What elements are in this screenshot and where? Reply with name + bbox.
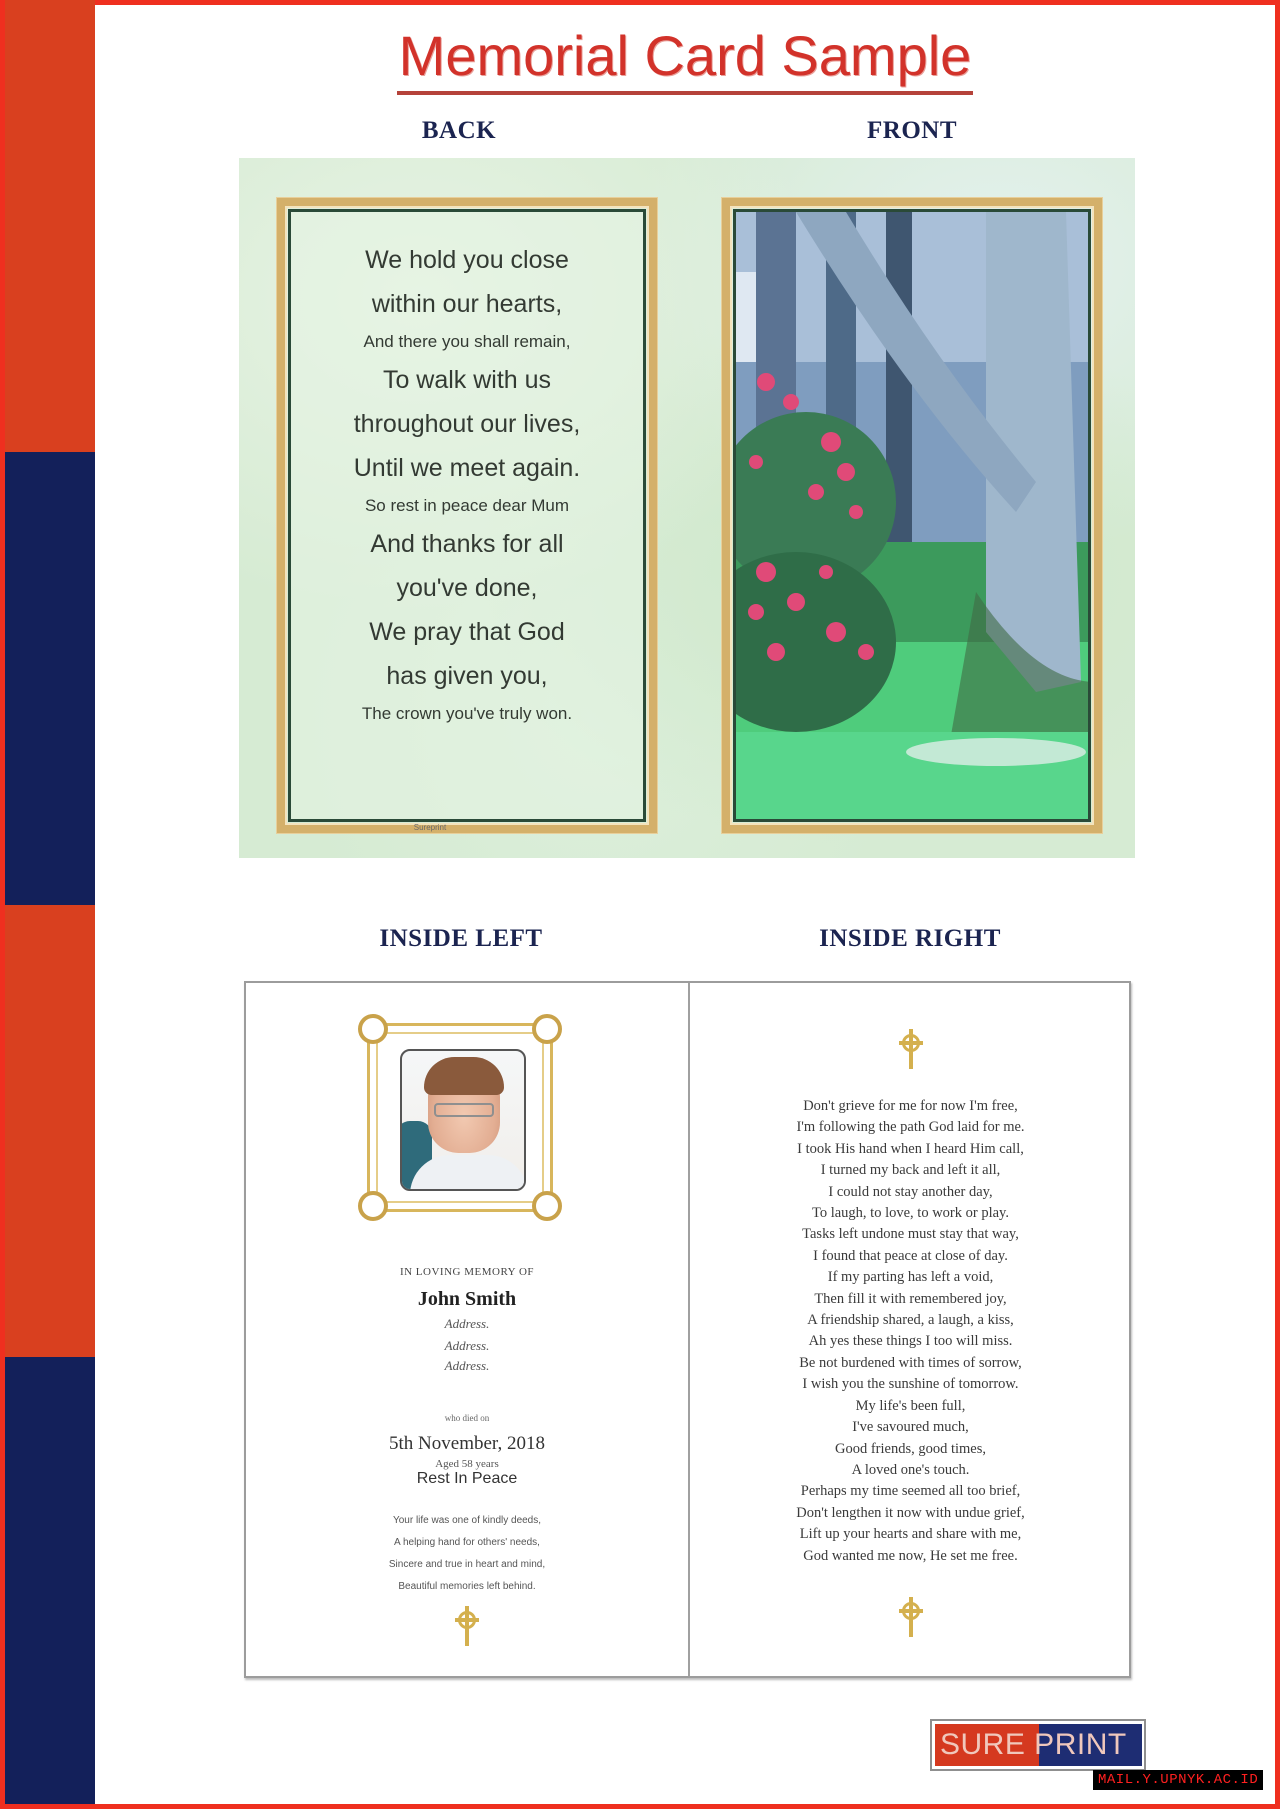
poem-line: A friendship shared, a laugh, a kiss, — [807, 1312, 1014, 1329]
watermark: MAIL.Y.UPNYK.AC.ID — [1093, 1770, 1263, 1790]
rest-in-peace-text: Rest In Peace — [416, 1470, 518, 1487]
poem-line: If my parting has left a void, — [827, 1269, 994, 1286]
portrait-photo — [400, 1049, 526, 1191]
poem-line: We pray that God — [369, 618, 565, 646]
inside-right-poem — [690, 1096, 1131, 1567]
back-poem — [291, 238, 643, 730]
verse-line: A helping hand for others' needs, — [394, 1537, 540, 1548]
verse-line: Sincere and true in heart and mind, — [388, 1559, 546, 1570]
sidebar-stripe-navy — [5, 452, 95, 905]
poem-line: Perhaps my time seemed all too brief, — [800, 1483, 1021, 1500]
poem-line: And thanks for all — [370, 530, 564, 558]
poem-line: Ah yes these things I too will miss. — [808, 1333, 1013, 1350]
poem-line: Lift up your hearts and share with me, — [799, 1526, 1022, 1543]
sidebar-stripe-red — [5, 0, 95, 452]
poem-line: And there you shall remain, — [363, 332, 571, 351]
decorative-sidebar — [5, 0, 95, 1804]
front-label: FRONT — [867, 117, 957, 144]
sure-print-logo[interactable] — [930, 1719, 1146, 1771]
poem-line: within our hearts, — [371, 290, 563, 318]
poem-line: Tasks left undone must stay that way, — [802, 1226, 1019, 1243]
back-card — [288, 209, 646, 822]
inside-right-panel — [690, 983, 1131, 1676]
logo-text: SURE PRINT — [940, 1728, 1127, 1761]
inside-right-label: INSIDE RIGHT — [819, 925, 1001, 952]
verse-line: Your life was one of kindly deeds, — [392, 1515, 542, 1526]
address-line: Address. — [444, 1316, 490, 1331]
poem-line: you've done, — [396, 574, 538, 602]
front-card — [733, 209, 1091, 822]
poem-line: I'm following the path God laid for me. — [796, 1119, 1025, 1136]
ornate-photo-frame — [367, 1023, 553, 1212]
frame-ornament — [532, 1014, 562, 1044]
back-footer-mark: Sureprint — [413, 823, 447, 832]
poem-line: A loved one's touch. — [851, 1461, 970, 1478]
poem-line: The crown you've truly won. — [361, 704, 573, 723]
celtic-cross-icon — [452, 1606, 482, 1646]
frame-ornament — [358, 1014, 388, 1044]
poem-line: So rest in peace dear Mum — [364, 496, 570, 515]
page-title-text: Memorial Card Sample — [397, 25, 974, 95]
poem-line: Be not burdened with times of sorrow, — [799, 1354, 1022, 1371]
poem-line: I wish you the sunshine of tomorrow. — [802, 1376, 1019, 1393]
document-page — [95, 5, 1275, 1804]
frame-ornament — [532, 1191, 562, 1221]
card-inside-spread — [244, 981, 1131, 1678]
poem-line: Don't grieve for me for now I'm free, — [803, 1098, 1018, 1114]
verse-line: Beautiful memories left behind. — [398, 1581, 536, 1592]
garden-illustration — [736, 212, 1091, 821]
date-of-death: 5th November, 2018 — [389, 1433, 545, 1454]
deceased-name: John Smith — [417, 1288, 517, 1310]
poem-line: I turned my back and left it all, — [820, 1162, 1001, 1179]
sidebar-stripe-navy — [5, 1357, 95, 1804]
poem-line: To walk with us — [382, 366, 552, 394]
poem-line: Don't lengthen it now with undue grief, — [796, 1504, 1025, 1521]
age-text: Aged 58 years — [435, 1458, 499, 1470]
celtic-cross-icon — [896, 1029, 926, 1069]
poem-line: I've savoured much, — [852, 1419, 969, 1436]
inside-left-panel — [246, 983, 688, 1676]
poem-line: My life's been full, — [855, 1397, 966, 1414]
inside-left-label: INSIDE LEFT — [379, 925, 543, 952]
address-line: Address. — [444, 1358, 490, 1373]
poem-line: To laugh, to love, to work or play. — [812, 1205, 1009, 1222]
sidebar-stripe-red — [5, 905, 95, 1357]
celtic-cross-icon — [896, 1597, 926, 1637]
inside-left-verse — [246, 1510, 688, 1598]
poem-line: Good friends, good times, — [834, 1440, 987, 1457]
poem-line: Until we meet again. — [353, 454, 581, 482]
poem-line: throughout our lives, — [353, 410, 581, 438]
poem-line: has given you, — [386, 662, 548, 690]
front-card-frame — [722, 198, 1102, 833]
address-line: Address. — [444, 1338, 490, 1353]
died-on-label: who died on — [444, 1413, 490, 1423]
poem-line: I could not stay another day, — [828, 1183, 993, 1200]
back-card-frame — [277, 198, 657, 833]
poem-line: Then fill it with remembered joy, — [814, 1290, 1007, 1307]
page-title — [95, 25, 1275, 95]
poem-line: I found that peace at close of day. — [813, 1247, 1008, 1264]
portrait-glasses — [434, 1103, 494, 1117]
poem-line: I took His hand when I heard Him call, — [797, 1140, 1024, 1157]
portrait-hair — [424, 1057, 504, 1095]
portrait-shirt — [410, 1155, 526, 1191]
garden-photo — [736, 212, 1088, 819]
in-loving-memory-label: IN LOVING MEMORY OF — [399, 1266, 535, 1278]
card-outside-spread — [239, 158, 1135, 858]
poem-line: We hold you close — [365, 246, 569, 274]
poem-line: God wanted me now, He set me free. — [803, 1547, 1018, 1564]
frame-ornament — [358, 1191, 388, 1221]
back-label: BACK — [421, 117, 497, 144]
